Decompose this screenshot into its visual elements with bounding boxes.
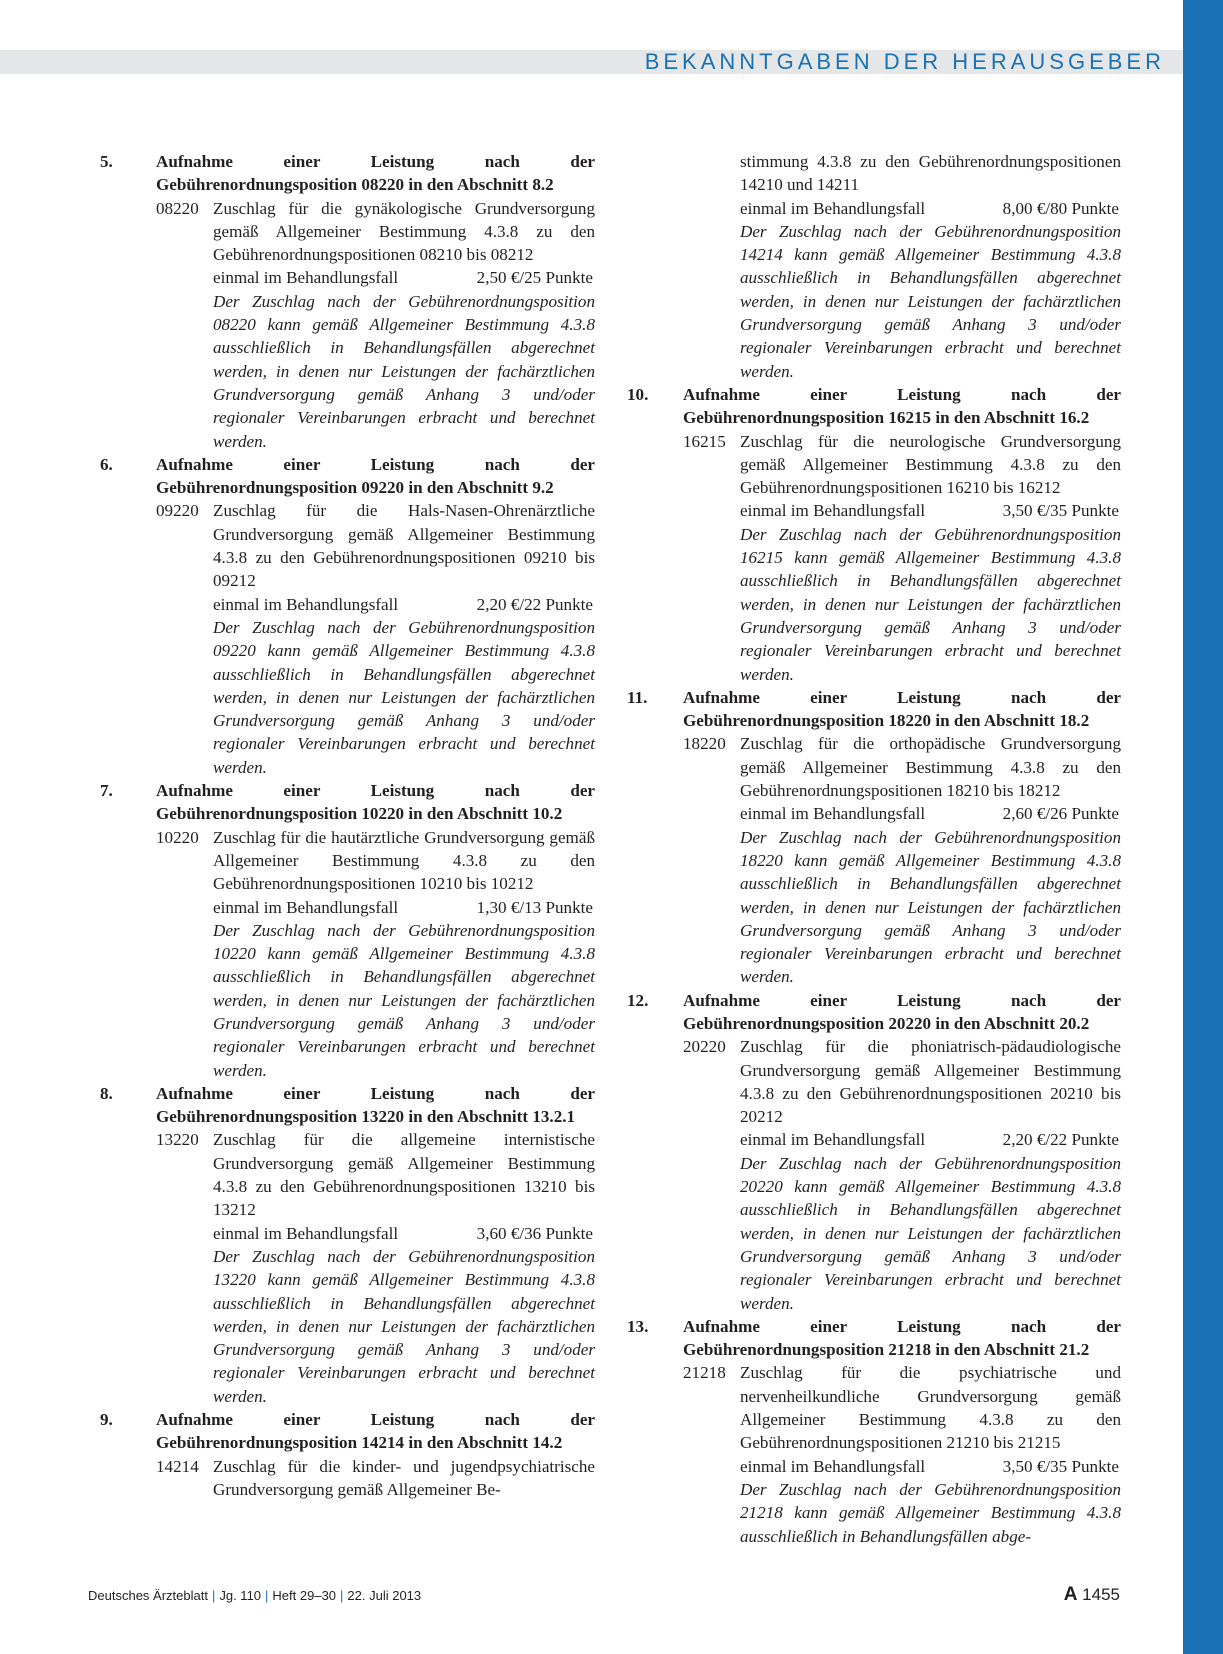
fee-frequency: einmal im Behandlungsfall [213,897,399,917]
fee-amount: 2,60 €/26 Punkte [1002,804,1119,824]
section-8 [100,1082,595,1408]
fee-description: Zuschlag für die orthopädische Grundversorgung gemäß Allgemeiner Bestimmung 4.3.8 zu den Gebührenordnungspositionen 18210 bis 18212 [740,734,1121,801]
fee-amount: 3,50 €/35 Punkte [1002,501,1119,521]
section-heading-text: Aufnahme einer Leistung nach der Gebührenordnungsposition 10220 in den Abschnitt 10.2 [156,781,595,824]
fee-code: 14214 [156,1456,199,1476]
section-11 [627,686,1121,989]
section-7 [100,779,595,1082]
fee-entry [627,1361,1121,1547]
fee-code: 13220 [156,1130,199,1150]
section-10 [627,383,1121,686]
fee-frequency: einmal im Behandlungsfall [740,198,926,218]
fee-entry [100,499,595,779]
section-12 [627,989,1121,1315]
section-heading-text: Aufnahme einer Leistung nach der Gebührenordnungsposition 08220 in den Abschnitt 8.2 [156,152,595,195]
footer-separator: | [265,1588,269,1603]
fee-code: 20220 [683,1037,726,1057]
fee-note: Der Zuschlag nach der Gebührenordnungsposition 20220 kann gemäß Allgemeiner Bestimmung 4.3.8 ausschließlich in Behandlungsfällen abgerechnet werden, in denen nur Leistungen der fachärztlichen Grundversorgung gemäß Anhang 3 und/oder regionaler Vereinbarungen erbracht und berechnet werden. [740,1153,1121,1313]
fee-frequency: einmal im Behandlungsfall [213,1223,399,1243]
fee-entry [627,430,1121,686]
fee-entry [627,732,1121,988]
fee-amount: 2,20 €/22 Punkte [476,594,593,614]
footer-separator: | [211,1588,216,1603]
section-heading-text: Aufnahme einer Leistung nach der Gebührenordnungsposition 20220 in den Abschnitt 20.2 [683,990,1121,1033]
fee-code: 21218 [683,1363,726,1383]
fee-code: 10220 [156,827,199,847]
section-number: 8. [100,1083,113,1103]
fee-frequency: einmal im Behandlungsfall [740,1456,926,1476]
fee-note: Der Zuschlag nach der Gebührenordnungsposition 10220 kann gemäß Allgemeiner Bestimmung 4.3.8 ausschließlich in Behandlungsfällen abgerechnet werden, in denen nur Leistungen der fachärztlichen Grundversorgung gemäß Anhang 3 und/oder regionaler Vereinbarungen erbracht und berechnet werden. [213,920,595,1080]
section-heading-text: Aufnahme einer Leistung nach der Gebührenordnungsposition 21218 in den Abschnitt 21.2 [683,1316,1121,1360]
fee-entry-body [213,1128,595,1408]
section-number: 11. [627,687,648,707]
fee-description: Zuschlag für die kinder- und jugendpsychiatrische Grundversorgung gemäß Allgemeiner Be- [213,1456,595,1499]
fee-entry-body [213,826,595,1082]
fee-amount: 1,30 €/13 Punkte [476,897,593,917]
fee-description: Zuschlag für die psychiatrische und nervenheilkundliche Grundversorgung gemäß Allgemeiner Bestimmung 4.3.8 zu den Gebührenordnungspositionen 21210 bis 21215 [740,1363,1121,1453]
section-heading [100,150,595,197]
section-number: 12. [627,990,649,1010]
section-heading [627,383,1121,430]
fee-amount: 2,50 €/25 Punkte [476,268,593,288]
fee-entry-body [213,499,595,779]
fee-description: stimmung 4.3.8 zu den Gebührenordnungspositionen 14210 und 14211 [740,152,1121,195]
fee-amount: 3,50 €/35 Punkte [1002,1456,1119,1476]
section-number: 9. [100,1410,113,1430]
fee-frequency: einmal im Behandlungsfall [740,804,926,824]
fee-note: Der Zuschlag nach der Gebührenordnungsposition 13220 kann gemäß Allgemeiner Bestimmung 4.3.8 ausschließlich in Behandlungsfällen abgerechnet werden, in denen nur Leistungen der fachärztlichen Grundversorgung gemäß Anhang 3 und/oder regionaler Vereinbarungen erbracht und berechnet werden. [213,1246,595,1406]
section-9 [100,1408,595,1501]
fee-description: Zuschlag für die Hals-Nasen-Ohrenärztliche Grundversorgung gemäß Allgemeiner Bestimmung 4.3.8 zu den Gebührenordnungspositionen 09210 bis 09212 [213,501,595,591]
section-number: 10. [627,384,649,404]
page-letter: A [1063,1584,1078,1605]
fee-entry-body [213,1455,595,1502]
section-heading-text: Aufnahme einer Leistung nach der Gebührenordnungsposition 16215 in den Abschnitt 16.2 [683,384,1121,428]
fee-note: Der Zuschlag nach der Gebührenordnungsposition 14214 kann gemäß Allgemeiner Bestimmung 4.3.8 ausschließlich in Behandlungsfällen abgerechnet werden, in denen nur Leistungen der fachärztlichen Grundversorgung gemäß Anhang 3 und/oder regionaler Vereinbarungen erbracht und berechnet werden. [740,221,1121,381]
fee-entry-body [740,1035,1121,1315]
journal-issue: Heft 29–30 [272,1588,337,1603]
journal-volume: Jg. 110 [219,1588,262,1603]
right-column [627,150,1121,1548]
fee-description: Zuschlag für die hautärztliche Grundversorgung gemäß Allgemeiner Bestimmung 4.3.8 zu den Gebührenordnungspositionen 10210 bis 10212 [213,827,595,894]
section-heading [627,1315,1121,1362]
fee-line [213,593,595,616]
section-heading-text: Aufnahme einer Leistung nach der Gebührenordnungsposition 09220 in den Abschnitt 9.2 [156,454,595,498]
fee-amount: 2,20 €/22 Punkte [1002,1130,1119,1150]
fee-note: Der Zuschlag nach der Gebührenordnungsposition 08220 kann gemäß Allgemeiner Bestimmung 4.3.8 ausschließlich in Behandlungsfällen abgerechnet werden, in denen nur Leistungen der fachärztlichen Grundversorgung gemäß Anhang 3 und/oder regionaler Vereinbarungen erbracht und berechnet werden. [213,291,595,451]
section-heading [100,453,595,500]
fee-description: Zuschlag für die allgemeine internistische Grundversorgung gemäß Allgemeiner Bestimmung 4.3.8 zu den Gebührenordnungspositionen 13210 bis 13212 [213,1130,595,1220]
fee-entry-body [740,1361,1121,1547]
fee-code: 09220 [156,501,199,521]
page-footer [88,1584,1120,1606]
fee-entry-body [740,430,1121,686]
fee-frequency: einmal im Behandlungsfall [213,268,399,288]
fee-line [740,197,1121,220]
fee-line [213,896,595,919]
fee-line [740,1455,1121,1478]
side-color-strip [1183,0,1223,1654]
fee-line [740,499,1121,522]
left-column [100,150,595,1501]
fee-code: 08220 [156,198,199,218]
section-heading-text: Aufnahme einer Leistung nach der Gebührenordnungsposition 13220 in den Abschnitt 13.2.1 [156,1083,595,1127]
fee-entry [100,826,595,1082]
fee-frequency: einmal im Behandlungsfall [740,501,926,521]
section-heading [627,989,1121,1036]
section-title: BEKANNTGABEN DER HERAUSGEBER [644,49,1165,74]
fee-entry-body [740,150,1121,383]
section-13 [627,1315,1121,1548]
fee-code: 16215 [683,431,726,451]
footer-citation [88,1588,421,1603]
section-heading-text: Aufnahme einer Leistung nach der Gebührenordnungsposition 18220 in den Abschnitt 18.2 [683,687,1121,731]
section-heading [100,779,595,826]
section-6 [100,453,595,779]
fee-line [740,802,1121,825]
fee-line [740,1128,1121,1151]
fee-code: 18220 [683,734,726,754]
fee-entry-body [213,197,595,453]
fee-description: Zuschlag für die neurologische Grundversorgung gemäß Allgemeiner Bestimmung 4.3.8 zu den Gebührenordnungspositionen 16210 bis 16212 [740,431,1121,498]
fee-note: Der Zuschlag nach der Gebührenordnungsposition 18220 kann gemäß Allgemeiner Bestimmung 4.3.8 ausschließlich in Behandlungsfällen abgerechnet werden, in denen nur Leistungen der fachärztlichen Grundversorgung gemäß Anhang 3 und/oder regionaler Vereinbarungen erbracht und berechnet werden. [740,827,1121,987]
fee-entry [100,1128,595,1408]
fee-amount: 8,00 €/80 Punkte [1002,198,1119,218]
fee-entry-body [740,732,1121,988]
section-heading [627,686,1121,733]
fee-note: Der Zuschlag nach der Gebührenordnungsposition 16215 kann gemäß Allgemeiner Bestimmung 4.3.8 ausschließlich in Behandlungsfällen abgerechnet werden, in denen nur Leistungen der fachärztlichen Grundversorgung gemäß Anhang 3 und/oder regionaler Vereinbarungen erbracht und berechnet werden. [740,524,1121,684]
section-heading [100,1408,595,1455]
fee-frequency: einmal im Behandlungsfall [740,1130,926,1150]
fee-amount: 3,60 €/36 Punkte [476,1223,593,1243]
fee-frequency: einmal im Behandlungsfall [213,594,399,614]
fee-description: Zuschlag für die phoniatrisch-pädaudiologische Grundversorgung gemäß Allgemeiner Bestimmung 4.3.8 zu den Gebührenordnungspositionen 20210 bis 20212 [740,1037,1121,1127]
section-number: 7. [100,781,113,801]
section-heading [100,1082,595,1129]
fee-line [213,266,595,289]
page-number-value: 1455 [1082,1585,1120,1604]
section-heading-text: Aufnahme einer Leistung nach der Gebührenordnungsposition 14214 in den Abschnitt 14.2 [156,1410,595,1453]
fee-note: Der Zuschlag nach der Gebührenordnungsposition 21218 kann gemäß Allgemeiner Bestimmung 4.3.8 ausschließlich in Behandlungsfällen abge- [740,1479,1121,1546]
footer-separator: | [340,1588,344,1603]
fee-entry [100,1455,595,1502]
fee-entry-continued [627,150,1121,383]
section-number: 6. [100,454,113,474]
issue-date: 22. Juli 2013 [347,1588,422,1603]
fee-description: Zuschlag für die gynäkologische Grundversorgung gemäß Allgemeiner Bestimmung 4.3.8 zu den Gebührenordnungspositionen 08210 bis 08212 [213,198,595,265]
fee-note: Der Zuschlag nach der Gebührenordnungsposition 09220 kann gemäß Allgemeiner Bestimmung 4.3.8 ausschließlich in Behandlungsfällen abgerechnet werden, in denen nur Leistungen der fachärztlichen Grundversorgung gemäß Anhang 3 und/oder regionaler Vereinbarungen erbracht und berechnet werden. [213,617,595,777]
fee-line [213,1222,595,1245]
section-number: 5. [100,152,113,171]
fee-entry [100,197,595,453]
journal-name: Deutsches Ärzteblatt [88,1588,208,1603]
fee-entry [627,1035,1121,1315]
section-5 [100,150,595,453]
section-number: 13. [627,1316,649,1336]
page-number [1064,1584,1120,1606]
